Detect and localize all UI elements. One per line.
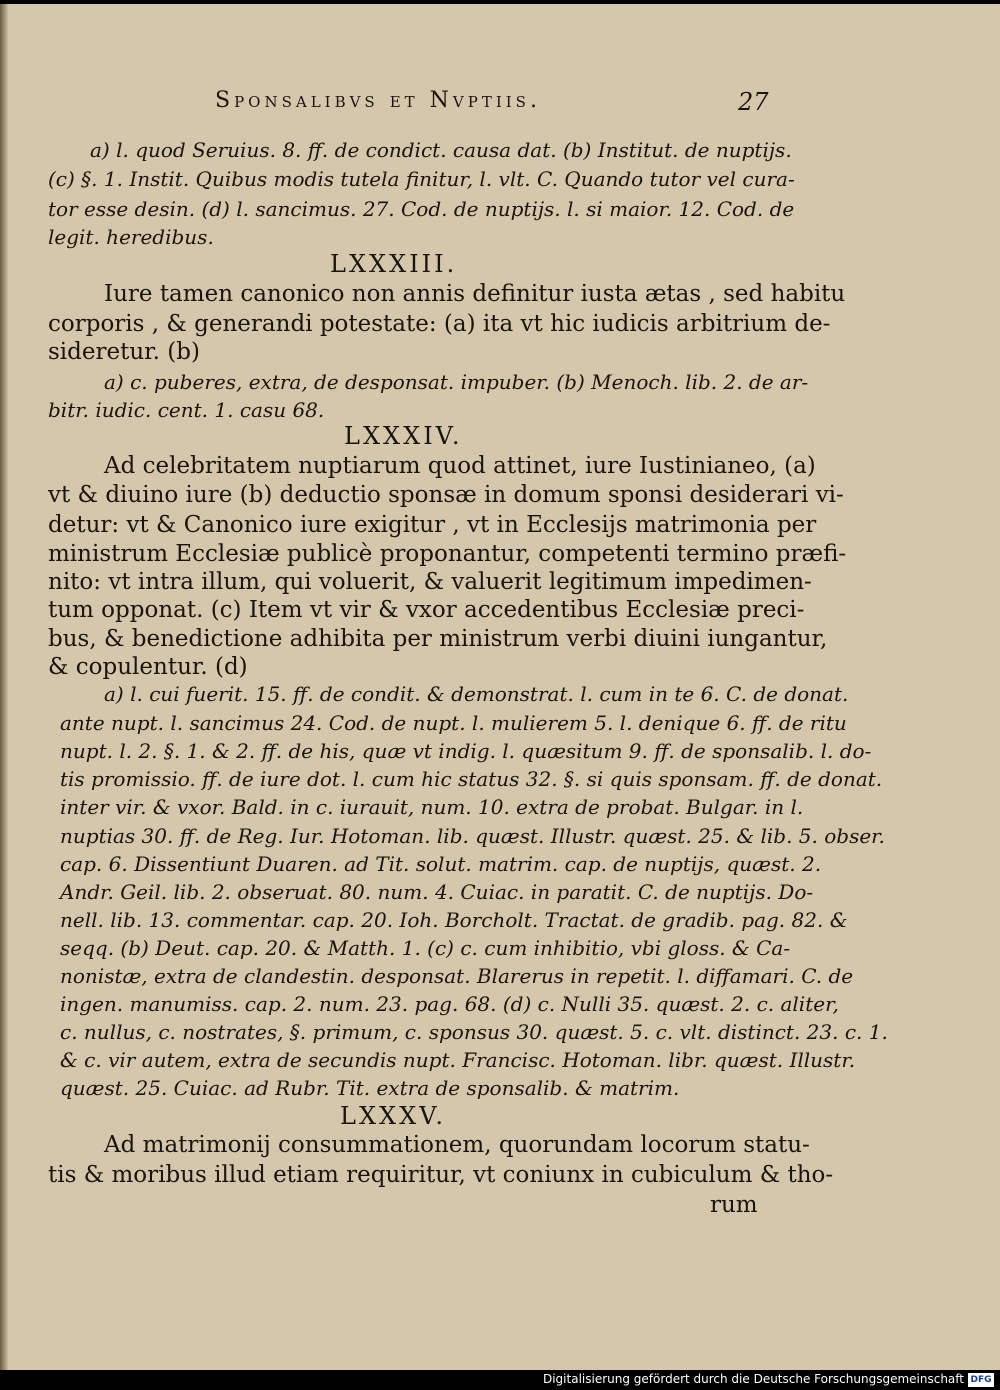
body-text-line: tis & moribus illud etiam requiritur, vt coniunx in cubiculum & tho- xyxy=(48,1162,834,1188)
body-text-line: vt & diuino iure (b) deductio sponsæ in domum sponsi desiderari vi- xyxy=(48,482,844,508)
dfg-logo: DFG xyxy=(968,1373,994,1387)
catchword: rum xyxy=(710,1192,758,1218)
footnote-line: a) c. puberes, extra, de desponsat. impuber. (b) Menoch. lib. 2. de ar- xyxy=(104,370,809,394)
body-text-line: corporis , & generandi potestate: (a) ita vt hic iudicis arbitrium de- xyxy=(48,311,831,337)
footnote-line: inter vir. & vxor. Bald. in c. iurauit, num. 10. extra de probat. Bulgar. in l. xyxy=(60,795,804,819)
footnote-line: c. nullus, c. nostrates, §. primum, c. sponsus 30. quæst. 5. c. vlt. distinct. 23. c. 1. xyxy=(60,1020,888,1044)
body-text-line: tum opponat. (c) Item vt vir & vxor accedentibus Ecclesiæ preci- xyxy=(48,597,805,623)
footnote-line: nupt. l. 2. §. 1. & 2. ff. de his, quæ vt indig. l. quæsitum 9. ff. de sponsalib. l. do- xyxy=(60,739,872,763)
section-heading: LXXXIV. xyxy=(344,422,463,450)
footnote-line: (c) §. 1. Instit. Quibus modis tutela finitur, l. vlt. C. Quando tutor vel cura- xyxy=(48,167,795,191)
page-content xyxy=(0,4,1000,1370)
footnote-line: tor esse desin. (d) l. sancimus. 27. Cod. de nuptijs. l. si maior. 12. Cod. de xyxy=(48,197,795,221)
running-head: Sponsalibvs et Nvptiis. xyxy=(215,88,541,113)
footnote-line: nuptias 30. ff. de Reg. Iur. Hotoman. lib. quæst. Illustr. quæst. 25. & lib. 5. obser. xyxy=(60,824,885,848)
footnote-line: a) l. quod Seruius. 8. ff. de condict. causa dat. (b) Institut. de nuptijs. xyxy=(90,138,792,162)
body-text-line: Ad matrimonij consummationem, quorundam locorum statu- xyxy=(104,1132,810,1158)
body-text-line: Iure tamen canonico non annis definitur iusta ætas , sed habitu xyxy=(104,281,846,307)
footnote-line: a) l. cui fuerit. 15. ff. de condit. & demonstrat. l. cum in te 6. C. de donat. xyxy=(104,682,849,706)
body-text-line: Ad celebritatem nuptiarum quod attinet, iure Iustinianeo, (a) xyxy=(104,453,816,479)
footnote-line: tis promissio. ff. de iure dot. l. cum hic status 32. §. si quis sponsam. ff. de donat. xyxy=(60,767,883,791)
footnote-line: & c. vir autem, extra de secundis nupt. Francisc. Hotoman. libr. quæst. Illustr. xyxy=(60,1048,856,1072)
body-text-line: bus, & benedictione adhibita per ministrum verbi diuini iungantur, xyxy=(48,626,828,652)
footnote-line: cap. 6. Dissentiunt Duaren. ad Tit. solut. matrim. cap. de nuptijs, quæst. 2. xyxy=(60,852,822,876)
book-page xyxy=(0,4,1000,1370)
footnote-line: Andr. Geil. lib. 2. obseruat. 80. num. 4. Cuiac. in paratit. C. de nuptijs. Do- xyxy=(60,880,814,904)
footnote-line: nell. lib. 13. commentar. cap. 20. Ioh. Borcholt. Tractat. de gradib. pag. 82. & xyxy=(60,908,848,932)
body-text-line: ministrum Ecclesiæ publicè proponantur, competenti termino præfi- xyxy=(48,541,847,567)
footnote-line: nonistæ, extra de clandestin. desponsat. Blarerus in repetit. l. diffamari. C. de xyxy=(60,964,854,988)
page-number: 27 xyxy=(738,88,769,116)
footnote-line: seqq. (b) Deut. cap. 20. & Matth. 1. (c) c. cum inhibitio, vbi gloss. & Ca- xyxy=(60,936,791,960)
body-text-line: & copulentur. (d) xyxy=(48,654,248,680)
body-text-line: detur: vt & Canonico iure exigitur , vt in Ecclesijs matrimonia per xyxy=(48,512,817,538)
body-text-line: nito: vt intra illum, qui voluerit, & valuerit legitimum impedimen- xyxy=(48,569,812,595)
footnote-line: ingen. manumiss. cap. 2. num. 23. pag. 68. (d) c. Nulli 35. quæst. 2. c. aliter, xyxy=(60,992,839,1016)
footnote-line: bitr. iudic. cent. 1. casu 68. xyxy=(48,398,325,422)
footnote-line: quæst. 25. Cuiac. ad Rubr. Tit. extra de sponsalib. & matrim. xyxy=(60,1076,680,1100)
page-edge-shadow xyxy=(0,4,8,1370)
footnote-line: legit. heredibus. xyxy=(48,225,214,249)
body-text-line: sideretur. (b) xyxy=(48,339,200,365)
section-heading: LXXXV. xyxy=(340,1102,446,1130)
digitization-credit: Digitalisierung gefördert durch die Deutsche Forschungsgemeinschaft xyxy=(542,1372,964,1386)
footnote-line: ante nupt. l. sancimus 24. Cod. de nupt. l. mulierem 5. l. denique 6. ff. de ritu xyxy=(60,711,847,735)
section-heading: LXXXIII. xyxy=(330,250,458,278)
